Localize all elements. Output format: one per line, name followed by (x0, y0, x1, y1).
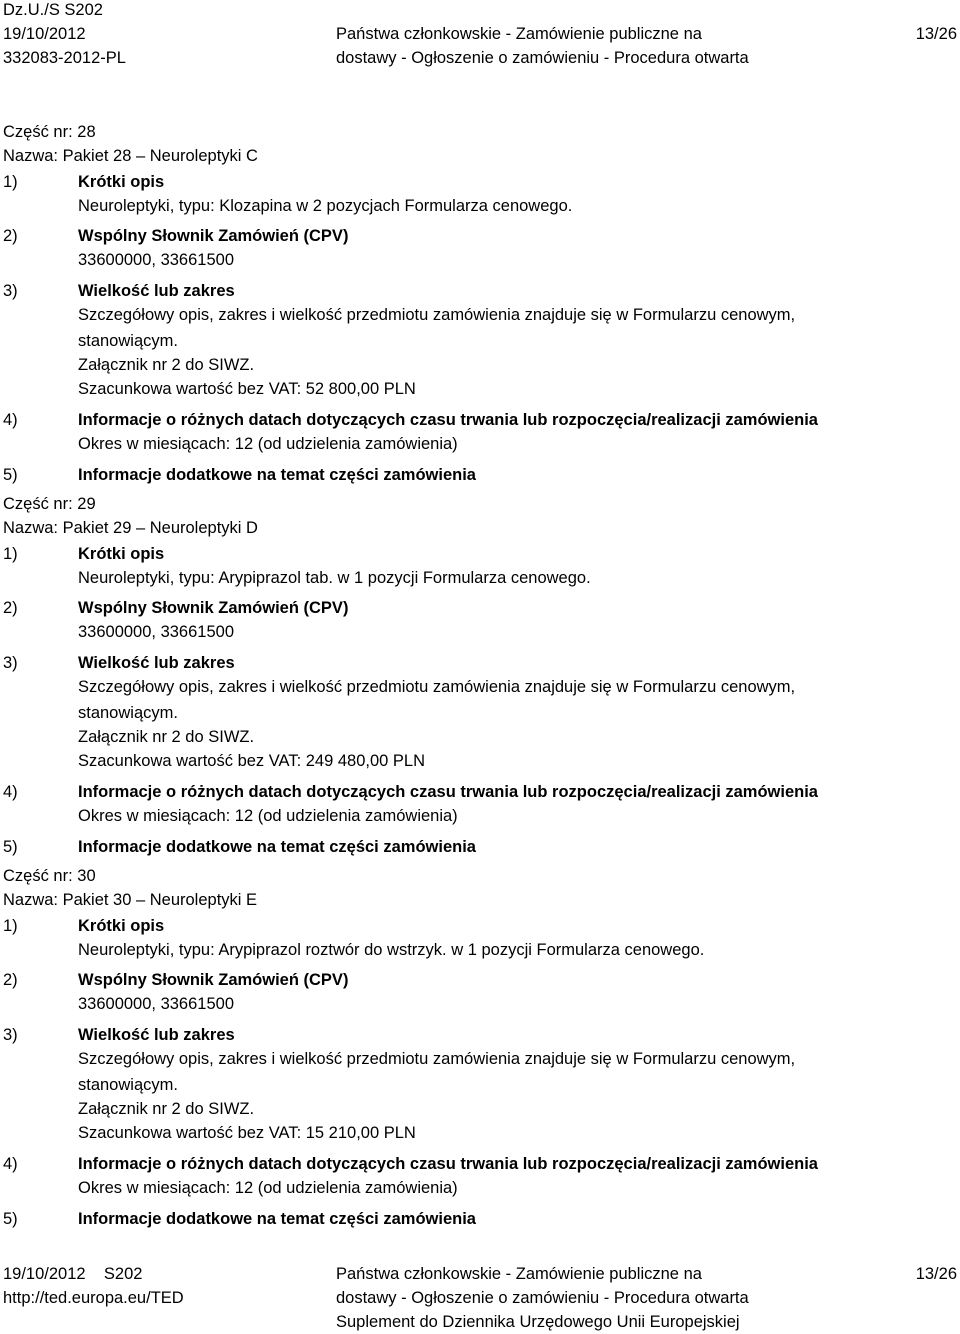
section-number: 3) (3, 1026, 18, 1044)
header-doc-number: 332083-2012-PL (3, 49, 126, 67)
section-number: 1) (3, 173, 18, 191)
estimated-value: Szacunkowa wartość bez VAT: 52 800,00 PLN (78, 380, 416, 398)
section-number: 5) (3, 466, 18, 484)
estimated-value: Szacunkowa wartość bez VAT: 15 210,00 PLN (78, 1124, 416, 1142)
section-title-cpv: Wspólny Słownik Zamówień (CPV) (78, 227, 349, 245)
page-header (0, 0, 960, 68)
scope-description: stanowiącym. (78, 704, 178, 722)
footer-title-line2: dostawy - Ogłoszenie o zamówieniu - Procedura otwarta (336, 1289, 749, 1307)
duration-text: Okres w miesiącach: 12 (od udzielenia zamówienia) (78, 435, 458, 453)
scope-attachment: Załącznik nr 2 do SIWZ. (78, 356, 255, 374)
section-title-dates: Informacje o różnych datach dotyczących czasu trwania lub rozpoczęcia/realizacji zamówienia (78, 783, 818, 801)
header-date: 19/10/2012 (3, 25, 86, 43)
section-title-additional: Informacje dodatkowe na temat części zamówienia (78, 1210, 476, 1228)
section-number: 1) (3, 545, 18, 563)
section-number: 3) (3, 654, 18, 672)
footer-url: http://ted.europa.eu/TED (3, 1289, 184, 1307)
section-number: 4) (3, 1155, 18, 1173)
section-title-dates: Informacje o różnych datach dotyczących czasu trwania lub rozpoczęcia/realizacji zamówienia (78, 1155, 818, 1173)
scope-description: Szczegółowy opis, zakres i wielkość przedmiotu zamówienia znajduje się w Formularzu cenowym, (78, 1050, 796, 1068)
footer-title-line3: Suplement do Dziennika Urzędowego Unii Europejskiej (336, 1313, 740, 1331)
section-number: 5) (3, 1210, 18, 1228)
section-number: 3) (3, 282, 18, 300)
section-number: 5) (3, 838, 18, 856)
scope-description: Szczegółowy opis, zakres i wielkość przedmiotu zamówienia znajduje się w Formularzu cenowym, (78, 306, 796, 324)
brief-description: Neuroleptyki, typu: Klozapina w 2 pozycjach Formularza cenowego. (78, 197, 573, 215)
cpv-codes: 33600000, 33661500 (78, 995, 234, 1013)
cpv-codes: 33600000, 33661500 (78, 623, 234, 641)
scope-description: stanowiącym. (78, 332, 178, 350)
section-number: 2) (3, 227, 18, 245)
section-title-brief: Krótki opis (78, 173, 165, 191)
footer-page-number: 13/26 (915, 1265, 957, 1283)
scope-description: stanowiącym. (78, 1076, 178, 1094)
section-title-scope: Wielkość lub zakres (78, 654, 235, 672)
duration-text: Okres w miesiącach: 12 (od udzielenia zamówienia) (78, 1179, 458, 1197)
section-number: 4) (3, 783, 18, 801)
page-footer (0, 1262, 960, 1334)
part-name: Nazwa: Pakiet 29 – Neuroleptyki D (3, 519, 258, 537)
scope-attachment: Załącznik nr 2 do SIWZ. (78, 728, 255, 746)
scope-attachment: Załącznik nr 2 do SIWZ. (78, 1100, 255, 1118)
section-title-brief: Krótki opis (78, 917, 165, 935)
header-journal-ref: Dz.U./S S202 (3, 1, 103, 19)
header-title-line1: Państwa członkowskie - Zamówienie publiczne na (336, 25, 702, 43)
section-title-scope: Wielkość lub zakres (78, 1026, 235, 1044)
section-title-dates: Informacje o różnych datach dotyczących czasu trwania lub rozpoczęcia/realizacji zamówienia (78, 411, 818, 429)
part-number: Część nr: 30 (3, 867, 96, 885)
part-number: Część nr: 29 (3, 495, 96, 513)
section-title-scope: Wielkość lub zakres (78, 282, 235, 300)
duration-text: Okres w miesiącach: 12 (od udzielenia zamówienia) (78, 807, 458, 825)
header-page-number: 13/26 (915, 25, 957, 43)
section-number: 2) (3, 971, 18, 989)
brief-description: Neuroleptyki, typu: Arypiprazol roztwór do wstrzyk. w 1 pozycji Formularza cenowego. (78, 941, 705, 959)
brief-description: Neuroleptyki, typu: Arypiprazol tab. w 1 pozycji Formularza cenowego. (78, 569, 591, 587)
part-name: Nazwa: Pakiet 30 – Neuroleptyki E (3, 891, 258, 909)
section-title-cpv: Wspólny Słownik Zamówień (CPV) (78, 971, 349, 989)
section-number: 2) (3, 599, 18, 617)
section-title-brief: Krótki opis (78, 545, 165, 563)
part-name: Nazwa: Pakiet 28 – Neuroleptyki C (3, 147, 258, 165)
section-number: 1) (3, 917, 18, 935)
section-title-cpv: Wspólny Słownik Zamówień (CPV) (78, 599, 349, 617)
footer-title-line1: Państwa członkowskie - Zamówienie publiczne na (336, 1265, 702, 1283)
estimated-value: Szacunkowa wartość bez VAT: 249 480,00 PLN (78, 752, 425, 770)
section-number: 4) (3, 411, 18, 429)
scope-description: Szczegółowy opis, zakres i wielkość przedmiotu zamówienia znajduje się w Formularzu cenowym, (78, 678, 796, 696)
footer-date-issue: 19/10/2012 S202 (3, 1265, 143, 1283)
cpv-codes: 33600000, 33661500 (78, 251, 234, 269)
header-title-line2: dostawy - Ogłoszenie o zamówieniu - Procedura otwarta (336, 49, 749, 67)
part-number: Część nr: 28 (3, 123, 96, 141)
section-title-additional: Informacje dodatkowe na temat części zamówienia (78, 466, 476, 484)
section-title-additional: Informacje dodatkowe na temat części zamówienia (78, 838, 476, 856)
